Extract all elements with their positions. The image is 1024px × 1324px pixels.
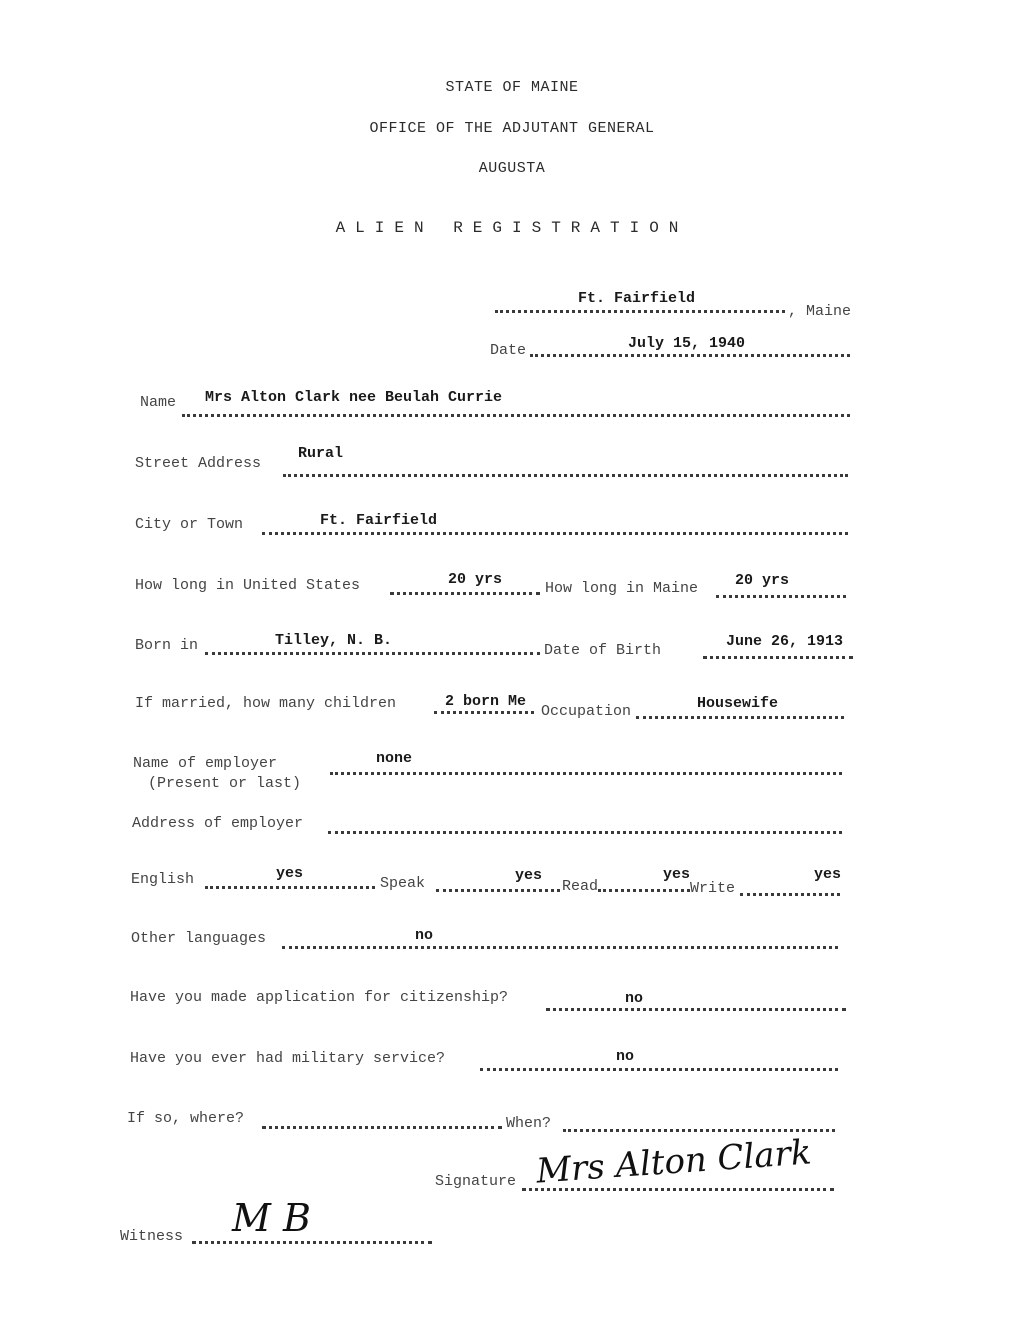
signature-handwriting: Mrs Alton Clark	[534, 1132, 813, 1192]
children-line	[434, 711, 534, 714]
when-label: When?	[506, 1115, 552, 1132]
name-value: Mrs Alton Clark nee Beulah Currie	[205, 389, 503, 406]
employer-address-label: Address of employer	[132, 815, 304, 832]
born-in-value: Tilley, N. B.	[275, 632, 393, 649]
other-languages-value: no	[415, 927, 434, 944]
street-label: Street Address	[135, 455, 262, 472]
witness-line	[192, 1241, 432, 1244]
when-line	[563, 1129, 835, 1132]
employer-address-line	[328, 831, 842, 834]
read-line	[598, 889, 690, 892]
speak-value: yes	[515, 867, 543, 884]
employer-value: none	[376, 750, 413, 767]
maine-duration-line	[716, 595, 846, 598]
maine-duration-value: 20 yrs	[735, 572, 790, 589]
born-in-label: Born in	[135, 637, 199, 654]
name-label: Name	[140, 394, 177, 411]
dob-label: Date of Birth	[544, 642, 662, 659]
name-line	[182, 414, 850, 417]
read-value: yes	[663, 866, 691, 883]
children-label: If married, how many children	[135, 695, 397, 712]
maine-duration-label: How long in Maine	[545, 580, 699, 597]
write-label: Write	[690, 880, 736, 897]
us-duration-label: How long in United States	[135, 577, 361, 594]
other-languages-line	[282, 946, 838, 949]
city-value: Ft. Fairfield	[320, 512, 438, 529]
english-label: English	[131, 871, 195, 888]
signature-label: Signature	[435, 1173, 517, 1190]
speak-label: Speak	[380, 875, 426, 892]
dob-value: June 26, 1913	[726, 633, 844, 650]
military-line	[480, 1068, 838, 1071]
location-state: , Maine	[788, 303, 852, 320]
occupation-line	[636, 716, 844, 719]
children-value: 2 born Me	[445, 693, 527, 710]
street-value: Rural	[298, 445, 344, 462]
military-label: Have you ever had military service?	[130, 1050, 446, 1067]
citizenship-label: Have you made application for citizenship?	[130, 989, 509, 1006]
city-label: City or Town	[135, 516, 244, 533]
us-duration-value: 20 yrs	[448, 571, 503, 588]
citizenship-line	[546, 1008, 846, 1011]
other-languages-label: Other languages	[131, 930, 267, 947]
citizenship-value: no	[625, 990, 644, 1007]
where-label: If so, where?	[127, 1110, 245, 1127]
date-line	[530, 354, 850, 357]
date-value: July 15, 1940	[628, 335, 746, 352]
where-line	[262, 1126, 502, 1129]
location-town: Ft. Fairfield	[578, 290, 696, 307]
employer-line	[330, 772, 842, 775]
date-label: Date	[490, 342, 527, 359]
born-in-line	[205, 652, 540, 655]
location-line	[495, 310, 785, 313]
us-duration-line	[390, 592, 540, 595]
employer-label: Name of employer	[133, 755, 278, 772]
military-value: no	[616, 1048, 635, 1065]
state-heading: STATE OF MAINE	[445, 79, 579, 96]
english-value: yes	[276, 865, 304, 882]
write-value: yes	[814, 866, 842, 883]
witness-handwriting: M B	[232, 1196, 311, 1240]
write-line	[740, 893, 840, 896]
occupation-value: Housewife	[697, 695, 779, 712]
read-label: Read	[562, 878, 599, 895]
speak-line	[436, 889, 560, 892]
employer-sublabel: (Present or last)	[148, 775, 302, 792]
english-line	[205, 886, 375, 889]
dob-line	[703, 656, 853, 659]
city-heading: AUGUSTA	[478, 160, 546, 177]
form-title: ALIEN REGISTRATION	[335, 219, 689, 237]
witness-label: Witness	[120, 1228, 184, 1245]
occupation-label: Occupation	[541, 703, 632, 720]
city-line	[262, 532, 848, 535]
street-line	[283, 474, 848, 477]
office-heading: OFFICE OF THE ADJUTANT GENERAL	[369, 120, 655, 137]
